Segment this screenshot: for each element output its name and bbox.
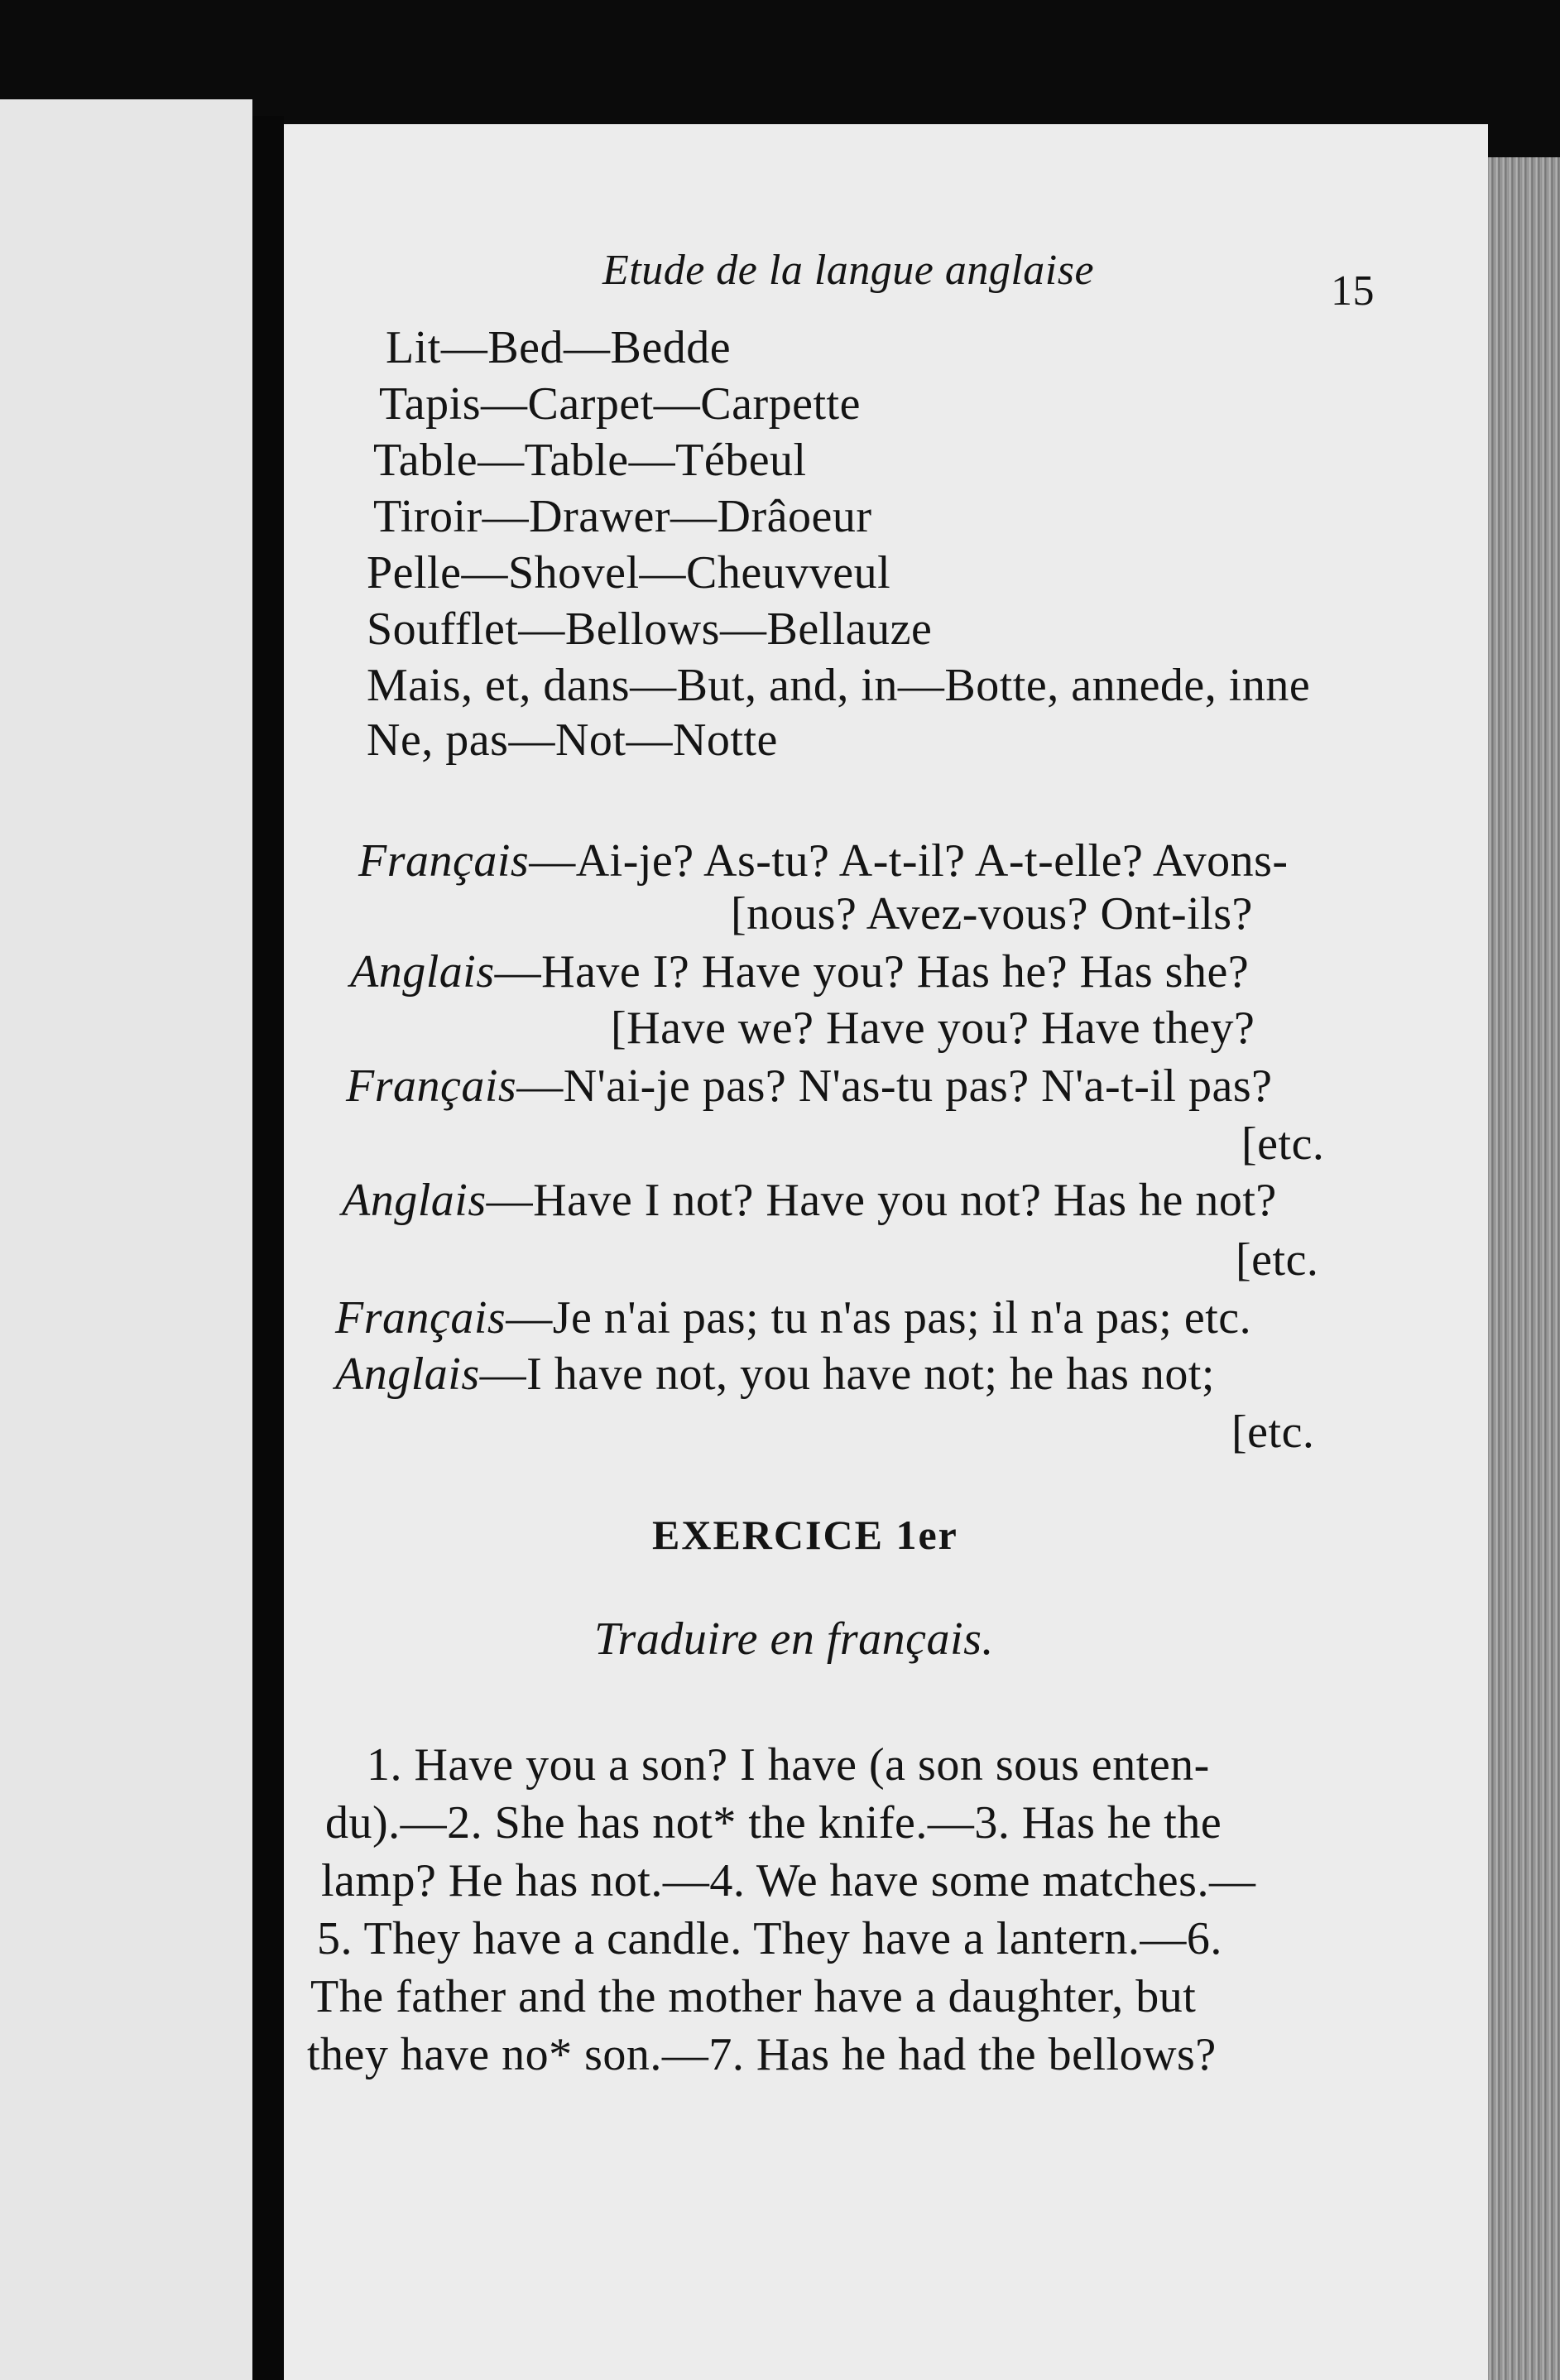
vocab-entry: Pelle—Shovel—Cheuvveul <box>367 547 891 599</box>
exercise-line: lamp? He has not.—4. We have some matches.— <box>321 1855 1256 1906</box>
language-label: Français <box>335 1292 506 1344</box>
conjugation-text: —Ai-je? As-tu? A-t-il? A-t-elle? Avons- <box>529 835 1289 887</box>
left-page-margin <box>0 99 252 2380</box>
language-label: Français <box>358 835 530 887</box>
exercise-title: EXERCICE 1er <box>652 1512 958 1558</box>
language-label: Anglais <box>342 1175 487 1226</box>
book-page <box>284 124 1488 2380</box>
conjugation-continuation: [etc. <box>1231 1406 1315 1458</box>
conjugation-line <box>342 1174 1277 1227</box>
conjugation-continuation: [nous? Avez-vous? Ont-ils? <box>731 888 1253 940</box>
conjugation-line <box>358 834 1289 887</box>
exercise-line: 1. Have you a son? I have (a son sous enten- <box>367 1739 1210 1791</box>
conjugation-continuation: [etc. <box>1241 1118 1325 1170</box>
language-label: Français <box>346 1060 517 1112</box>
vocab-entry: Mais, et, dans—But, and, in—Botte, annede, inne <box>367 660 1311 711</box>
vocab-entry: Table—Table—Tébeul <box>373 435 807 486</box>
exercise-subtitle: Traduire en français. <box>594 1613 994 1665</box>
book-spine <box>252 116 284 2380</box>
conjugation-text: —N'ai-je pas? N'as-tu pas? N'a-t-il pas? <box>516 1060 1273 1112</box>
language-label: Anglais <box>335 1349 480 1400</box>
conjugation-line <box>350 945 1249 998</box>
vocab-entry: Tiroir—Drawer—Drâoeur <box>373 491 872 542</box>
conjugation-line <box>335 1348 1215 1401</box>
vocab-entry: Lit—Bed—Bedde <box>386 322 732 373</box>
conjugation-text: —Je n'ai pas; tu n'as pas; il n'a pas; etc. <box>506 1292 1252 1344</box>
vocab-entry: Soufflet—Bellows—Bellauze <box>367 603 933 655</box>
page-number: 15 <box>1331 267 1375 315</box>
exercise-line: The father and the mother have a daughter, but <box>310 1971 1197 2022</box>
exercise-line: they have no* son.—7. Has he had the bellows? <box>307 2029 1217 2080</box>
conjugation-continuation: [etc. <box>1236 1234 1319 1286</box>
conjugation-text: —Have I not? Have you not? Has he not? <box>486 1175 1277 1226</box>
exercise-line: du).—2. She has not* the knife.—3. Has he the <box>325 1797 1222 1849</box>
conjugation-line <box>335 1291 1251 1344</box>
language-label: Anglais <box>350 946 495 998</box>
conjugation-text: —I have not, you have not; he has not; <box>479 1349 1215 1400</box>
conjugation-continuation: [Have we? Have you? Have they? <box>611 1002 1255 1054</box>
running-title: Etude de la langue anglaise <box>602 247 1095 294</box>
exercise-line: 5. They have a candle. They have a lantern.—6. <box>317 1913 1222 1964</box>
conjugation-line <box>346 1060 1272 1113</box>
vocab-entry: Ne, pas—Not—Notte <box>367 714 778 766</box>
page-edge <box>1488 157 1560 2380</box>
conjugation-text: —Have I? Have you? Has he? Has she? <box>494 946 1250 998</box>
vocab-entry: Tapis—Carpet—Carpette <box>379 378 861 430</box>
